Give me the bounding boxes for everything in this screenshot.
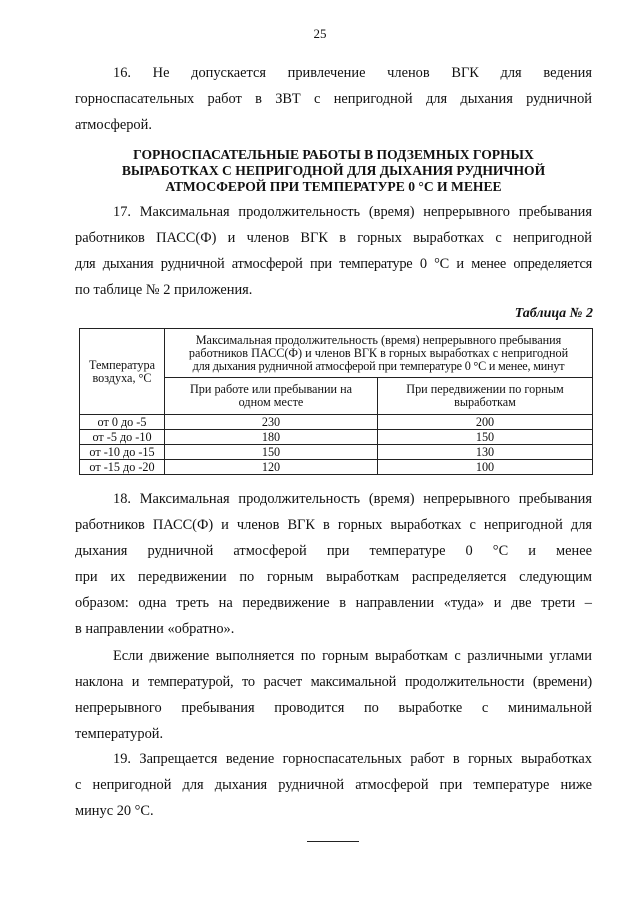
paragraph-line: атмосферой. <box>75 117 152 133</box>
paragraph-line: горноспасательных работ в ЗВТ с непригодной для дыхания рудничной <box>75 91 592 107</box>
cell-work: 180 <box>165 430 378 445</box>
page-number: 25 <box>313 26 327 41</box>
paragraph-line: при их передвижении по горным выработкам распределяется следующим <box>75 569 592 585</box>
table-row <box>80 430 593 445</box>
header-moving <box>378 378 593 415</box>
paragraph-line: образом: одна треть на передвижение в направлении «туда» и две трети – <box>75 595 592 611</box>
paragraph-18 <box>75 486 592 642</box>
header-work-in-place <box>165 378 378 415</box>
paragraph-16 <box>75 60 592 138</box>
paragraph-17 <box>75 199 592 303</box>
paragraph-19 <box>75 746 592 824</box>
heading-line: АТМОСФЕРОЙ ПРИ ТЕМПЕРАТУРЕ 0 °С И МЕНЕЕ <box>165 179 502 194</box>
cell-move: 100 <box>378 460 593 475</box>
heading-line: ВЫРАБОТКАХ С НЕПРИГОДНОЙ ДЛЯ ДЫХАНИЯ РУДНИЧНОЙ <box>121 163 546 178</box>
header-temperature <box>80 329 165 415</box>
paragraph-line: 18. Максимальная продолжительность (время) непрерывного пребывания <box>113 491 592 507</box>
header-max-duration <box>165 329 593 378</box>
paragraph-line: работников ПАСС(Ф) и членов ВГК в горных выработках с непригодной <box>75 230 592 246</box>
section-heading <box>75 147 592 195</box>
header-text: для дыхания рудничной атмосферой при температуре 0 °С и менее, минут <box>192 358 565 373</box>
heading-line: ГОРНОСПАСАТЕЛЬНЫЕ РАБОТЫ В ПОДЗЕМНЫХ ГОРНЫХ <box>133 147 534 162</box>
temperature-table <box>79 328 593 475</box>
paragraph-line: температурой. <box>75 726 164 742</box>
cell-temperature: от 0 до -5 <box>80 415 165 430</box>
header-text: выработкам <box>454 395 516 409</box>
table-caption: Таблица № 2 <box>514 306 593 321</box>
cell-work: 230 <box>165 415 378 430</box>
header-text: воздуха, °С <box>92 370 152 385</box>
cell-work: 150 <box>165 445 378 460</box>
cell-temperature: от -15 до -20 <box>80 460 165 475</box>
paragraph-line: по таблице № 2 приложения. <box>75 282 253 298</box>
header-text: Температура <box>89 357 155 372</box>
paragraph-line: 19. Запрещается ведение горноспасательных работ в горных выработках <box>113 751 592 767</box>
paragraph-line: с непригодной для дыхания рудничной атмосферой при температуре ниже <box>75 777 592 793</box>
paragraph-18-continued <box>75 643 592 747</box>
cell-move: 200 <box>378 415 593 430</box>
footer-divider <box>307 841 359 842</box>
header-text: Максимальная продолжительность (время) непрерывного пребывания <box>195 332 562 347</box>
header-text: работников ПАСС(Ф) и членов ВГК в горных выработках с непригодной <box>188 345 569 360</box>
paragraph-line: 16. Не допускается привлечение членов ВГК для ведения <box>113 65 592 81</box>
header-text: одном месте <box>238 395 304 409</box>
paragraph-line: работников ПАСС(Ф) и членов ВГК в горных выработках с непригодной для <box>75 517 592 533</box>
paragraph-line: дыхания рудничной атмосферой при температуре 0 °С и менее <box>75 543 592 559</box>
cell-move: 150 <box>378 430 593 445</box>
header-text: При работе или пребывании на <box>189 382 353 396</box>
table-row <box>80 415 593 430</box>
paragraph-line: минус 20 °С. <box>75 803 154 819</box>
paragraph-line: наклона и температурой, то расчет максимальной продолжительности (времени) <box>75 674 592 690</box>
cell-temperature: от -10 до -15 <box>80 445 165 460</box>
cell-work: 120 <box>165 460 378 475</box>
table-row <box>80 460 593 475</box>
paragraph-line: 17. Максимальная продолжительность (время) непрерывного пребывания <box>113 204 592 220</box>
paragraph-line: Если движение выполняется по горным выработкам с различными углами <box>113 648 592 664</box>
paragraph-line: для дыхания рудничной атмосферой при температуре 0 °С и менее определяется <box>75 256 592 272</box>
table-row <box>80 445 593 460</box>
cell-move: 130 <box>378 445 593 460</box>
paragraph-line: непрерывного пребывания проводится по выработке с минимальной <box>75 700 592 716</box>
header-text: При передвижении по горным <box>406 382 564 396</box>
paragraph-line: в направлении «обратно». <box>75 621 235 637</box>
cell-temperature: от -5 до -10 <box>80 430 165 445</box>
